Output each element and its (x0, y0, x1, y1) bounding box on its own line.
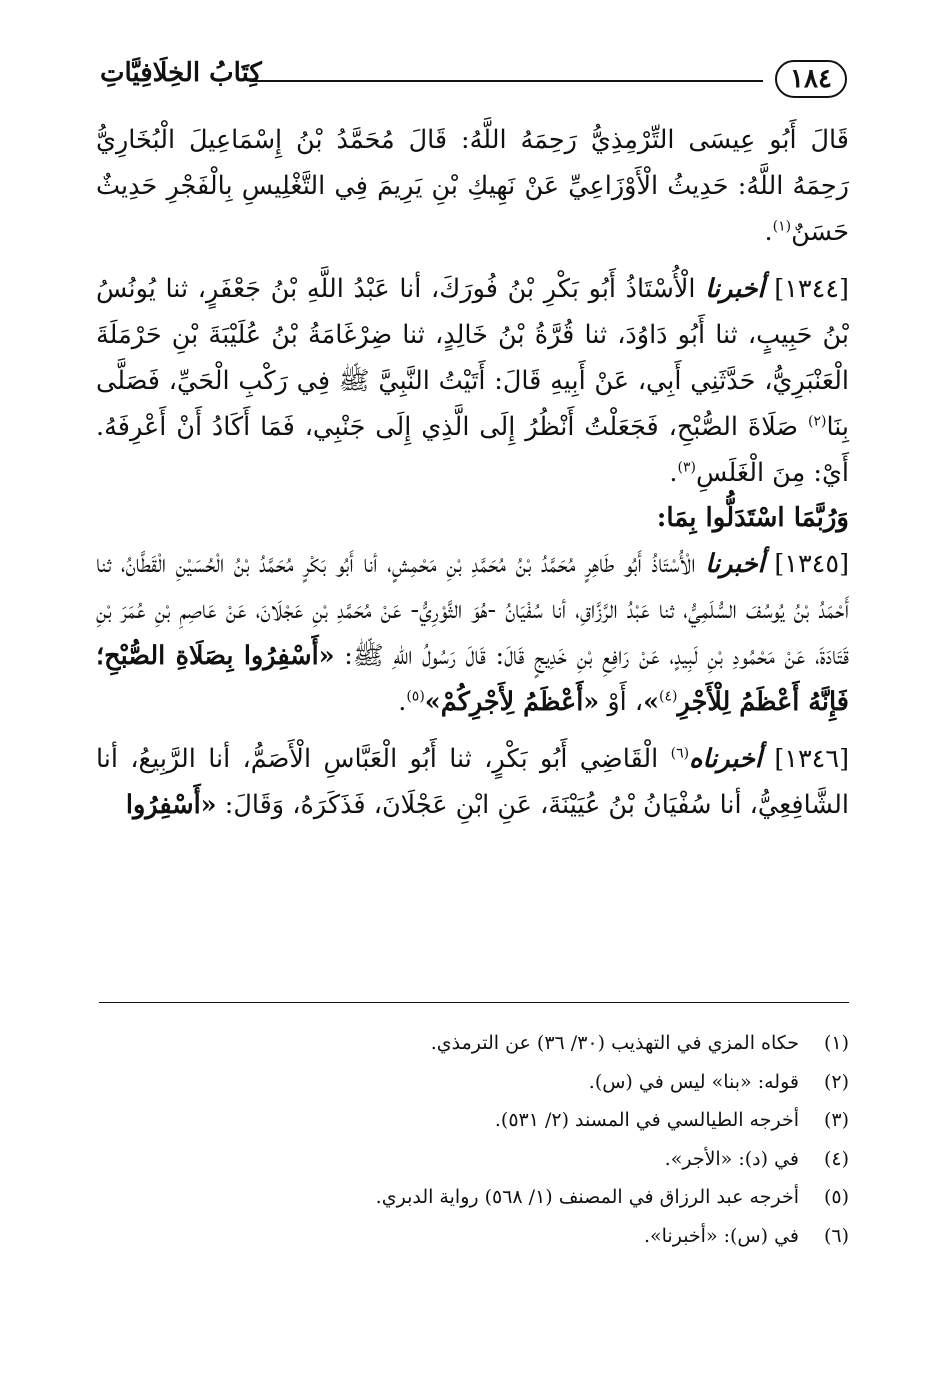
footnote (99, 1063, 849, 1102)
footnote-marker: (٦) (670, 745, 690, 762)
footnotes (99, 1024, 849, 1255)
period: . (669, 457, 678, 488)
section-heading: وَرُبَّمَا اسْتَدَلُّوا بِمَا: (656, 503, 849, 534)
footnote-text: حكاه المزي في التهذيب (٣٠/ ٣٦) عن الترمذي. (430, 1032, 799, 1054)
footnote (99, 1101, 849, 1140)
hadith-1346 (96, 737, 849, 829)
matn-alt: «أَعْظَمُ لِأَجْرِكُمْ» (424, 686, 600, 717)
hadith-number: [١٣٤٤] (774, 274, 849, 305)
footnote-text: قوله: «بنا» ليس في (س). (588, 1070, 799, 1093)
matn-text: صَلَاةَ الصُّبْحِ، فَجَعَلْتُ أَنْظُرُ إِلَى الَّذِي إِلَى جَنْبِي، فَمَا أَكَادُ أَنْ أَعْرِفَهُ. أَيْ: مِنَ الْغَلَسِ (96, 411, 849, 488)
paragraph-text: قَالَ أَبُو عِيسَى التِّرْمِذِيُّ رَحِمَهُ اللَّهُ: قَالَ مُحَمَّدُ بْنُ إِسْمَاعِيلَ الْبُخَارِيُّ رَحِمَهُ اللَّهُ: حَدِيثُ الْأَوْزَاعِيِّ عَنْ نَهِيكِ بْنِ يَرِيمَ فِي التَّغْلِيسِ بِالْفَجْرِ حَدِيثٌ حَسَنٌ (96, 125, 849, 247)
footnote-marker: (٤) (659, 688, 678, 705)
matn-text: «أَسْفِرُوا بِصَلَاةِ الصُّبْحِ؛ فَإِنَّهُ أَعْظَمُ لِلْأَجْرِ (96, 640, 849, 717)
period: . (764, 216, 773, 247)
footnote (99, 1217, 849, 1256)
footnote-text: أخرجه عبد الرزاق في المصنف (١/ ٥٦٨) رواية الدبري. (375, 1186, 799, 1208)
footnote-marker: (٣) (677, 459, 696, 476)
page-number: ١٨٤ (775, 60, 847, 98)
footnote-text: في (س): «أخبرنا». (643, 1224, 799, 1247)
conjunction: ، أَوْ (607, 686, 644, 717)
footnote (99, 1178, 849, 1217)
footnote-number: (١) (823, 1032, 849, 1054)
paragraph-tirmidhi (96, 118, 849, 255)
hadith-1344 (96, 267, 849, 496)
isnad-text: الْأُسْتَاذُ أَبُو طَاهِرٍ مُحَمَّدُ بْنُ مُحَمَّدِ بْنِ مَحْمِشٍ، أنا أَبُو بَكْرٍ مُحَمَّدُ بْنُ الْحُسَيْنِ الْقَطَّانُ، ثنا أَحْمَدُ بْنُ يُوسُفَ السُّلَمِيُّ، ثنا عَبْدُ الرَّزَّاقِ، أنا سُفْيَانُ -هُوَ الثَّوْرِيُّ- عَنْ مُحَمَّدِ بْنِ عَجْلَانَ، عَنْ عَاصِمِ بْنِ عُمَرَ بْنِ قَتَادَةَ، عَنْ مَحْمُودِ بْنِ لَبِيدٍ، عَنْ رَافِعِ بْنِ خَدِيجٍ قَالَ: قَالَ رَسُولُ اللهِ ﷺ: (96, 549, 849, 671)
hadith-number: [١٣٤٦] (774, 744, 850, 775)
footnote-text: أخرجه الطيالسي في المسند (٢/ ٥٣١). (494, 1109, 799, 1131)
footnote-marker: (٢) (807, 413, 827, 430)
footnote-number: (٣) (823, 1109, 849, 1131)
footnote-rule (99, 1002, 849, 1003)
footnote (99, 1024, 849, 1063)
isnad-text: الْأُسْتَاذُ أَبُو بَكْرِ بْنُ فُورَكَ، أنا عَبْدُ اللَّهِ بْنُ جَعْفَرٍ، ثنا يُونُسُ بْنُ حَبِيبٍ، ثنا أَبُو دَاوُدَ، ثنا قُرَّةُ بْنُ خَالِدٍ، ثنا ضِرْغَامَةُ بْنُ عُلَيْبَةَ بْنِ حَرْمَلَةَ الْعَنْبَرِيُّ، حَدَّثَنِي أَبِي، عَنْ أَبِيهِ قَالَ: أَتَيْتُ النَّبِيَّ ﷺ فِي رَكْبِ الْحَيِّ، فَصَلَّى بِنَا (96, 274, 849, 442)
period: . (398, 686, 407, 717)
matn-text: «أَسْفِرُوا (125, 790, 217, 821)
main-text (96, 118, 849, 829)
running-header (100, 58, 847, 104)
footnote (99, 1140, 849, 1179)
footnote-number: (٥) (823, 1186, 849, 1208)
akhbarana-word: أخبرناه (689, 744, 762, 775)
akhbarana-word: أخبرنا (705, 274, 765, 305)
footnote-text: في (د): «الأجر». (664, 1147, 799, 1170)
matn-close: » (643, 686, 660, 717)
hadith-number: [١٣٤٥] (774, 549, 850, 580)
footnote-number: (٤) (823, 1147, 849, 1170)
footnote-number: (٢) (823, 1070, 849, 1093)
footnote-marker: (٥) (406, 688, 425, 705)
hadith-1345 (96, 542, 849, 725)
header-rule (250, 80, 763, 82)
footnote-number: (٦) (823, 1224, 849, 1247)
book-title: كِتَابُ الخِلَافِيَّاتِ (100, 58, 262, 88)
akhbarana-word: أخبرنا (705, 549, 765, 580)
footnote-marker: (١) (772, 218, 792, 235)
isnad-text: الْقَاضِي أَبُو بَكْرٍ، ثنا أَبُو الْعَبَّاسِ الْأَصَمُّ، أنا الرَّبِيعُ، أنا الشَّافِعِيُّ، أنا سُفْيَانُ بْنُ عُيَيْنَةَ، عَنِ ابْنِ عَجْلَانَ، فَذَكَرَهُ، وَقَالَ: (96, 744, 849, 821)
